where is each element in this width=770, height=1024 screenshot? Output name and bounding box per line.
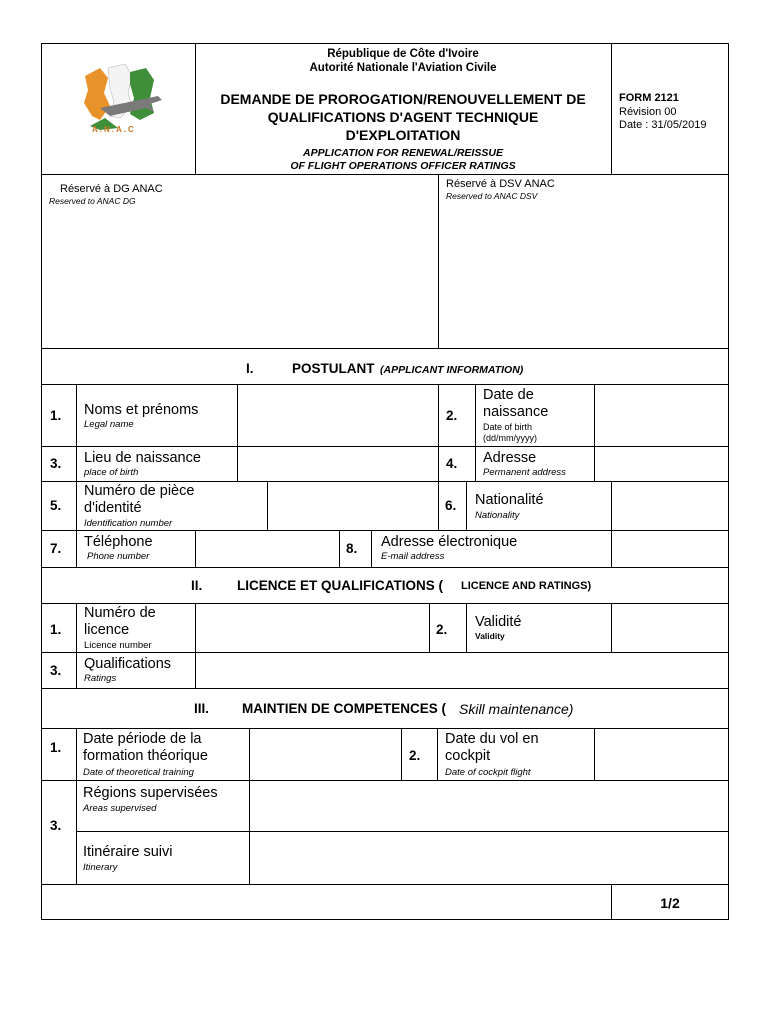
areas-supervised-sublabel: Areas supervised [83,803,157,814]
skill-field-3-number: 3. [50,818,62,833]
legal-name-label: Noms et prénoms [84,402,199,418]
field-4-number: 4. [446,456,458,471]
reserved-dsv-label: Réservé à DSV ANAC [446,178,555,190]
field-5-number: 5. [50,498,62,513]
country-name: République de Côte d'Ivoire [327,48,479,60]
licence-field-3-number: 3. [50,663,62,678]
cockpit-flight-field[interactable] [595,729,728,779]
form-title-en-2: OF FLIGHT OPERATIONS OFFICER RATINGS [290,160,516,172]
email-label: Adresse électronique [381,534,518,550]
licence-number-label: Numéro de licence [84,605,156,638]
areas-supervised-label: Régions supervisées [83,785,218,801]
anac-logo [70,58,180,158]
cockpit-flight-label: Date du vol en cockpit [445,731,539,764]
nationality-field[interactable] [612,482,728,529]
field-8-number: 8. [346,541,358,556]
form-date: Date : 31/05/2019 [619,119,707,131]
id-number-label: Numéro de pièce d'identité [84,483,195,516]
reserved-dg-sublabel: Reserved to ANAC DG [49,196,136,206]
email-field[interactable] [612,531,728,566]
divider [41,348,729,349]
ratings-label: Qualifications [84,656,172,672]
id-number-sublabel: Identification number [84,518,173,529]
logo-text: A.N.A.C [92,125,136,134]
theoretical-training-sublabel: Date of theoretical training [83,767,194,778]
section-3-title: MAINTIEN DE COMPETENCES ( [242,701,447,716]
licence-field-2-number: 2. [436,622,448,637]
legal-name-field[interactable] [238,385,437,445]
section-1-roman: I. [246,361,254,376]
phone-label: Téléphone [84,534,153,550]
itinerary-field[interactable] [250,832,728,883]
field-2-number: 2. [446,408,458,423]
itinerary-label: Itinéraire suivi [83,844,173,860]
page-number: 1/2 [660,895,680,911]
ratings-field[interactable] [196,653,728,687]
section-1-subtitle: (APPLICANT INFORMATION) [380,364,524,376]
ratings-sublabel: Ratings [84,673,117,684]
reserved-dsv-box[interactable] [440,205,728,347]
address-label: Adresse [483,450,537,466]
section-3-subtitle: Skill maintenance) [459,701,574,717]
birth-place-sublabel: place of birth [84,467,139,478]
legal-name-sublabel: Legal name [84,419,134,430]
divider [41,174,729,175]
divider [611,43,612,174]
areas-supervised-field[interactable] [250,781,728,830]
section-1-title: POSTULANT [292,361,375,376]
cockpit-flight-sublabel: Date of cockpit flight [445,767,531,778]
field-7-number: 7. [50,541,62,556]
nationality-sublabel: Nationality [475,510,520,521]
itinerary-sublabel: Itinerary [83,862,118,873]
birth-date-format: (dd/mm/yyyy) [483,433,537,443]
phone-field[interactable] [196,531,338,566]
form-revision: Révision 00 [619,105,677,118]
reserved-dg-box[interactable] [42,210,437,347]
authority-name: Autorité Nationale l'Aviation Civile [309,62,497,74]
birth-place-field[interactable] [238,447,437,480]
section-2-roman: II. [191,578,203,593]
form-number: FORM 2121 [619,92,679,104]
nationality-label: Nationalité [475,492,544,508]
section-2-subtitle: LICENCE AND RATINGS) [461,580,592,592]
reserved-dsv-sublabel: Reserved to ANAC DSV [446,191,538,201]
form-title-fr: DEMANDE DE PROROGATION/RENOUVELLEMENT DE QUALIFICATIONS D'AGENT TECHNIQUE D'EXPLOITATION [220,91,586,143]
section-3-roman: III. [194,701,210,716]
validity-sublabel: Validity [475,631,505,641]
address-field[interactable] [595,447,728,480]
validity-field[interactable] [612,604,728,651]
address-sublabel: Permanent address [483,467,566,478]
field-6-number: 6. [445,498,457,513]
licence-number-sublabel: Licence number [84,640,152,651]
reserved-dg-label: Réservé à DG ANAC [60,183,163,195]
birth-date-label: Date de naissance [483,387,549,420]
theoretical-training-field[interactable] [250,729,400,779]
birth-date-sublabel: Date of birth [483,422,533,432]
field-1-number: 1. [50,408,62,423]
validity-label: Validité [475,614,522,630]
birth-place-label: Lieu de naissance [84,450,201,466]
licence-number-field[interactable] [196,604,428,651]
skill-field-2-number: 2. [409,748,421,763]
phone-sublabel: Phone number [87,551,150,562]
id-number-field[interactable] [268,482,437,529]
divider [438,174,439,348]
cote-divoire-map-icon [70,58,180,158]
skill-field-1-number: 1. [50,740,62,755]
email-sublabel: E-mail address [381,551,445,562]
form-title-en-1: APPLICATION FOR RENEWAL/REISSUE [303,147,503,159]
theoretical-training-label: Date période de la formation théorique [83,731,208,764]
birth-date-field[interactable] [595,385,728,445]
field-3-number: 3. [50,456,62,471]
licence-field-1-number: 1. [50,622,62,637]
section-2-title: LICENCE ET QUALIFICATIONS ( [237,578,443,593]
